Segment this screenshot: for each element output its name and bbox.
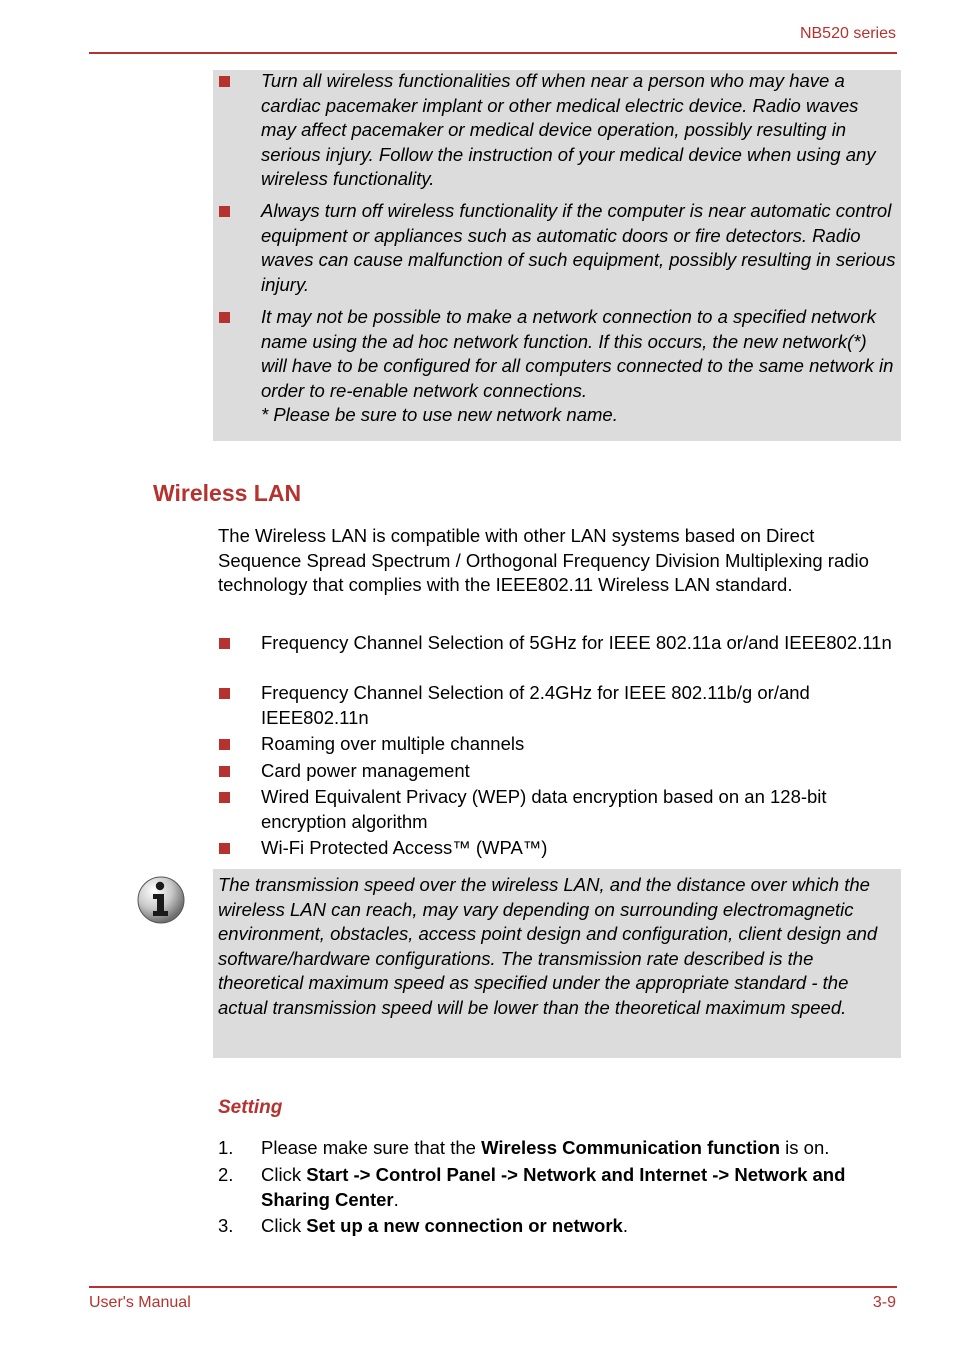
bullet-square (219, 766, 230, 777)
step-text-bold: Wireless Communication function (481, 1137, 781, 1158)
step-text-plain: Click (261, 1164, 307, 1185)
bullet-square (219, 76, 230, 87)
warning-footnote: * Please be sure to use new network name. (261, 404, 618, 425)
feature-text: Card power management (261, 760, 470, 781)
warning-text: Always turn off wireless functionality if the computer is near automatic control equipment or appliances such as automatic doors or fire detectors. Radio waves can cause malfunction of such equipment, possibly resulting in serious injury. (261, 200, 896, 295)
subsection-title: Setting (218, 1097, 283, 1118)
page-number: 3-9 (872, 1294, 896, 1311)
bullet-square (219, 792, 230, 803)
bullet-square (219, 739, 230, 750)
warning-text: Turn all wireless functionalities off when near a person who may have a cardiac pacemaker implant or other medical electric device. Radio waves may affect pacemaker or medical device operation, possibly resulting in serious injury. Follow the instruction of your medical device when using any wireless functionality. (261, 70, 876, 189)
running-header: NB520 series (799, 25, 896, 42)
bullet-square (219, 312, 230, 323)
feature-text: Wi-Fi Protected Access™ (WPA™) (261, 837, 548, 858)
footer-rule (89, 1286, 897, 1288)
section-title: Wireless LAN (153, 480, 302, 506)
section-intro: The Wireless LAN is compatible with other LAN systems based on Direct Sequence Spread Spectrum / Orthogonal Frequency Division Multiplexing radio technology that complies with the IEEE802.11 Wireless LAN standard. (218, 525, 869, 595)
step-number: 3. (218, 1215, 234, 1236)
info-icon (136, 875, 186, 925)
step-text (261, 1136, 898, 1161)
step-number: 2. (218, 1164, 234, 1185)
bullet-square (219, 638, 230, 649)
step-text (261, 1214, 898, 1239)
warning-box (213, 70, 901, 441)
feature-text: Frequency Channel Selection of 2.4GHz for IEEE 802.11b/g or/and IEEE802.11n (261, 682, 810, 728)
step-text-bold: Start -> Control Panel -> Network and Internet -> Network and Sharing Center (261, 1164, 846, 1210)
bullet-square (219, 688, 230, 699)
feature-text: Frequency Channel Selection of 5GHz for IEEE 802.11a or/and IEEE802.11n (261, 632, 892, 653)
note-box (213, 869, 901, 1058)
warning-text: It may not be possible to make a network connection to a specified network name using the ad hoc network function. If this occurs, the new network(*) will have to be configured for all computers connected to the same network in order to re-enable network connections. (261, 306, 894, 401)
step-text (261, 1163, 898, 1212)
footer-manual-label: User's Manual (89, 1294, 191, 1311)
step-text-plain: is on. (780, 1137, 830, 1158)
feature-text: Roaming over multiple channels (261, 733, 525, 754)
step-text-plain: . (622, 1215, 628, 1236)
feature-text: Wired Equivalent Privacy (WEP) data encryption based on an 128-bit encryption algorithm (261, 786, 827, 832)
header-rule (89, 52, 897, 54)
bullet-square (219, 843, 230, 854)
step-text-plain: Click (261, 1215, 307, 1236)
step-text-plain: . (393, 1188, 399, 1210)
step-number: 1. (218, 1137, 234, 1158)
bullet-square (219, 206, 230, 217)
step-text-plain: Please make sure that the (261, 1137, 482, 1158)
note-text: The transmission speed over the wireless LAN, and the distance over which the wireless LAN can reach, may vary depending on surrounding electromagnetic environment, obstacles, access point design and configuration, client design and software/hardware configurations. The transmission rate described is the theoretical maximum speed as specified under the appropriate standard - the actual transmission speed will be lower than the theoretical maximum speed. (218, 874, 878, 1018)
step-text-bold: Set up a new connection or network (306, 1215, 623, 1236)
